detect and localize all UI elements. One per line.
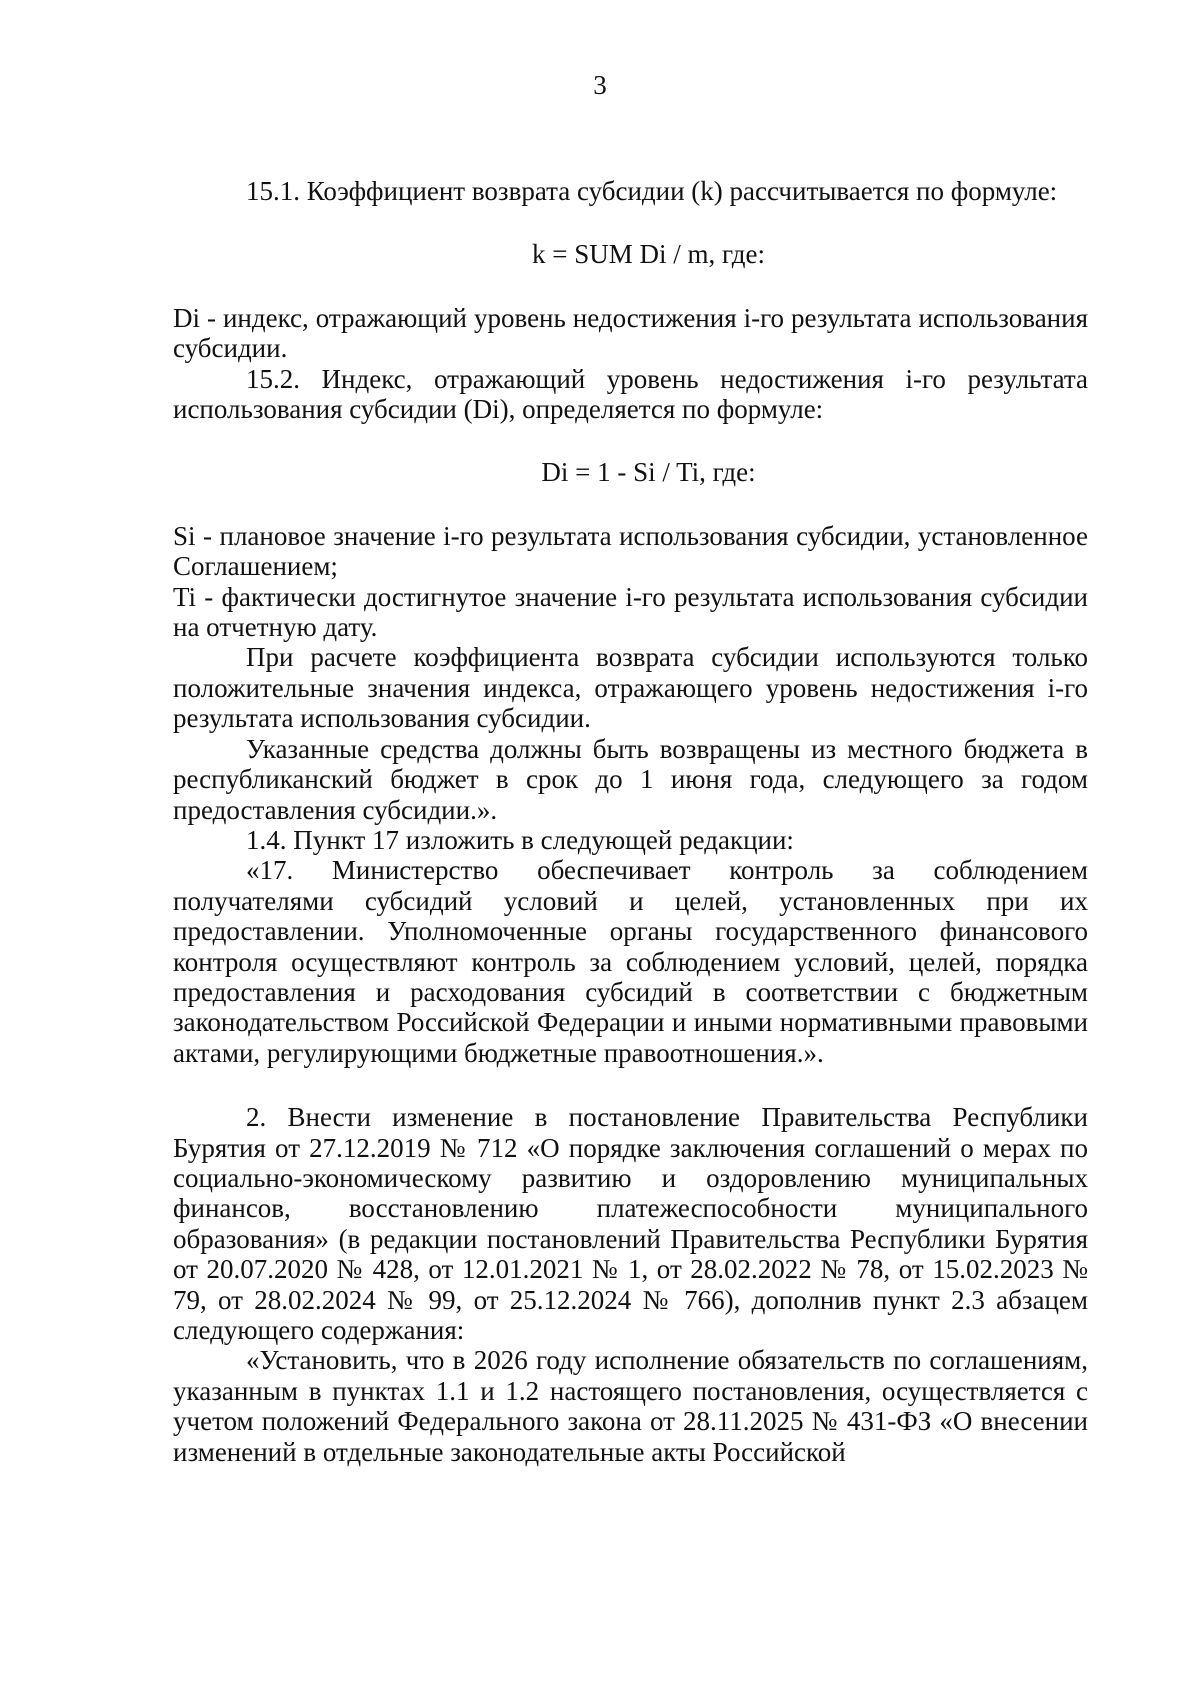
definition-di: Di - индекс, отражающий уровень недостижения i-го результата использования субсидии. (173, 302, 1088, 364)
paragraph-15-1: 15.1. Коэффициент возврата субсидии (k) рассчитывается по формуле: (246, 176, 1058, 206)
definition-si: Si - плановое значение i-го результата использования субсидии, установленное Соглашением; (173, 520, 1088, 582)
paragraph-1-4: 1.4. Пункт 17 изложить в следующей редакции: (246, 824, 794, 855)
page-number: 3 (593, 70, 607, 100)
paragraph-2: 2. Внести изменение в постановление Правительства Республики Бурятия от 27.12.2019 № 712 «О порядке заключения соглашений о мерах по социально-экономическому развитию и оздоровлению муниципальных финансов, восстановлению платежеспособности муниципального образования» (в редакции постановлений Правительства Республики Бурятия от 20.07.2020 № 428, от 12.01.2021 № 1, от 28.02.2022 № 78, от 15.02.2023 № 79, от 28.02.2024 № 99, от 25.12.2024 № 766), дополнив пункт 2.3 абзацем следующего содержания: (173, 1102, 1088, 1345)
paragraph-15-2: 15.2. Индекс, отражающий уровень недостижения i-го результата использования субсидии (Di), определяется по формуле: (173, 363, 1088, 425)
document-body (173, 176, 1088, 1467)
paragraph-return-funds: Указанные средства должны быть возвращены из местного бюджета в республиканский бюджет в срок до 1 июня года, следующего за годом предоставления субсидии.». (173, 733, 1088, 825)
formula-k: k = SUM Di / m, где: (532, 239, 765, 270)
definition-ti: Ti - фактически достигнутое значение i-го результата использования субсидии на отчетную дату. (173, 581, 1088, 643)
paragraph-establish: «Установить, что в 2026 году исполнение обязательств по соглашениям, указанным в пунктах 1.1 и 1.2 настоящего постановления, осуществляется с учетом положений Федерального закона от 28.11.2025 № 431-ФЗ «О внесении изменений в отдельные законодательные акты Российской (173, 1345, 1088, 1467)
paragraph-17: «17. Министерство обеспечивает контроль за соблюдением получателями субсидий условий и целей, установленных при их предоставлении. Уполномоченные органы государственного финансового контроля осуществляют контроль за соблюдением условий, целей, порядка предоставления и расходования субсидий в соответствии с бюджетным законодательством Российской Федерации и иными нормативными правовыми актами, регулирующими бюджетные правоотношения.». (173, 855, 1088, 1068)
formula-di: Di = 1 - Si / Ti, где: (541, 457, 756, 488)
paragraph-positive-values: При расчете коэффициента возврата субсидии используются только положительные значения индекса, отражающего уровень недостижения i-го результата использования субсидии. (173, 642, 1088, 734)
